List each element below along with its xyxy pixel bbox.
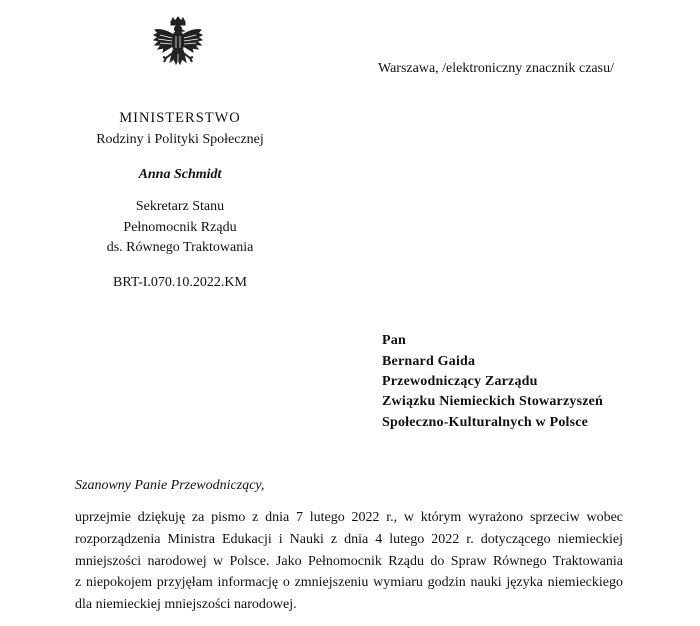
- sender-block: [60, 0, 300, 300]
- body-paragraph: [75, 507, 623, 616]
- paragraph-line: z niepokojem przyjęłam informację o zmniejszeniu wymiaru godzin nauki języka niemieckiego: [75, 575, 623, 591]
- sender-role-3: ds. Równego Traktowania: [106, 240, 254, 255]
- recipient-line-2: Bernard Gaida: [382, 354, 476, 369]
- sender-role-1: Sekretarz Stanu: [135, 199, 225, 214]
- recipient-line-5: Społeczno-Kulturalnych w Polsce: [382, 415, 589, 430]
- ministry-title: MINISTERSTWO: [119, 110, 241, 126]
- paragraph-line: mniejszości narodowej w Polsce. Jako Pełnomocnik Rządu do Spraw Równego Traktowania: [75, 553, 623, 569]
- sender-role-2: Pełnomocnik Rządu: [123, 220, 237, 235]
- ministry-subtitle: Rodziny i Polityki Społecznej: [96, 132, 264, 147]
- place-date: Warszawa, /elektroniczny znacznik czasu/: [378, 61, 614, 76]
- recipient-line-1: Pan: [382, 333, 406, 348]
- paragraph-line: uprzejmie dziękuję za pismo z dnia 7 lutego 2022 r., w którym wyrażono sprzeciw wobec: [75, 510, 623, 525]
- sender-name: Anna Schmidt: [138, 167, 222, 182]
- reference-number: BRT-I.070.10.2022.KM: [113, 275, 247, 290]
- recipient-line-3: Przewodniczący Zarządu: [382, 374, 538, 389]
- paragraph-line: dla niemieckiej mniejszości narodowej.: [75, 597, 297, 613]
- recipient-line-4: Związku Niemieckich Stowarzyszeń: [382, 394, 604, 409]
- salutation: Szanowny Panie Przewodniczący,: [75, 478, 265, 493]
- paragraph-line: rozporządzenia Ministra Edukacji i Nauki z dnia 4 lutego 2022 r. dotyczącego niemieckiej: [75, 531, 623, 547]
